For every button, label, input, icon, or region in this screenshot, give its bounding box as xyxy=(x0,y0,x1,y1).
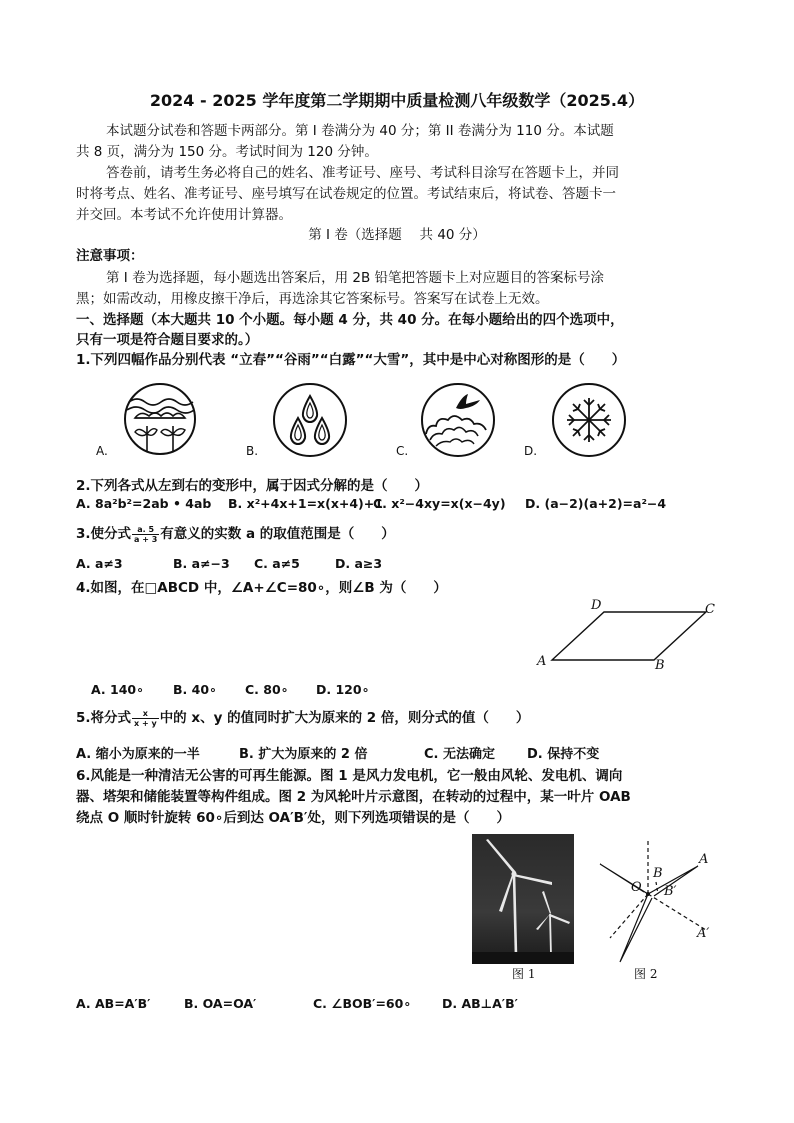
parallelogram-figure xyxy=(528,598,728,678)
fig2-point-a: A xyxy=(699,852,709,867)
q3-fraction-num: a. 5 xyxy=(132,525,159,535)
intro-line-4: 时将考点、姓名、准考证号、座号填写在试卷规定的位置。考试结束后，将试卷、答题卡一 xyxy=(76,186,616,202)
fig2-point-b-prime: B′ xyxy=(664,884,677,899)
fig1-caption: 图 1 xyxy=(512,967,536,981)
q3-stem xyxy=(76,522,395,544)
q5-stem-pre: 5.将分式 xyxy=(76,710,132,726)
q2-option-d: D. (a−2)(a+2)=a²−4 xyxy=(525,496,667,511)
q4-option-c: C. 80∘ xyxy=(245,682,289,697)
page-title: 2024 - 2025 学年度第二学期期中质量检测八年级数学（2025.4） xyxy=(149,91,645,110)
notice-line-2: 黑；如需改动，用橡皮擦干净后，再选涂其它答案标号。答案写在试卷上无效。 xyxy=(76,291,549,307)
q4-option-a: A. 140∘ xyxy=(91,682,144,697)
q1-label-d: D. xyxy=(524,444,538,458)
q3-option-a: A. a≠3 xyxy=(76,556,123,571)
q2-option-b: B. x²+4x+1=x(x+4)+1 xyxy=(228,496,383,511)
q5-fraction-den: x + y xyxy=(134,718,157,728)
q1-label-a: A. xyxy=(96,444,108,458)
q2-option-c: C. x²−4xy=x(x−4y) xyxy=(373,496,506,511)
bird-cloud-icon xyxy=(420,382,496,458)
sprout-icon xyxy=(123,382,197,456)
intro-line-3: 答卷前，请考生务必将自己的姓名、准考证号、座号、考试科目涂写在答题卡上，并同 xyxy=(106,165,619,181)
q5-fraction-num: x xyxy=(132,709,159,719)
q6-line-3: 绕点 O 顺时针旋转 60∘后到达 OA′B′处，则下列选项错误的是（ ） xyxy=(76,810,510,826)
q5-fraction xyxy=(132,709,159,728)
section-line-1: 一、选择题（本大题共 10 个小题。每小题 4 分，共 40 分。在每小题给出的四个选项中， xyxy=(76,312,624,328)
intro-line-1: 本试题分试卷和答题卡两部分。第 I 卷满分为 40 分；第 II 卷满分为 110 分。本试题 xyxy=(106,123,614,139)
q5-option-d: D. 保持不变 xyxy=(527,747,600,762)
q4-point-b: B xyxy=(655,658,665,673)
q6-option-b: B. OA=OA′ xyxy=(184,996,257,1011)
q3-stem-post: 有意义的实数 a 的取值范围是（ ） xyxy=(160,526,395,542)
part1-heading: 第 I 卷（选择题 共 40 分） xyxy=(308,227,486,243)
q4-point-d: D xyxy=(591,598,602,613)
q2-stem: 2.下列各式从左到右的变形中，属于因式分解的是（ ） xyxy=(76,478,429,494)
q5-stem xyxy=(76,706,529,728)
q3-stem-pre: 3.使分式 xyxy=(76,526,132,542)
q6-line-2: 器、塔架和储能装置等构件组成。图 2 为风轮叶片示意图，在转动的过程中，某一叶片 OAB xyxy=(76,789,631,805)
q4-point-a: A xyxy=(537,654,547,669)
section-line-2: 只有一项是符合题目要求的。） xyxy=(76,332,259,348)
q3-fraction-den: a + 3 xyxy=(134,534,158,544)
q2-option-a: A. 8a²b²=2ab • 4ab xyxy=(76,496,212,511)
q5-option-c: C. 无法确定 xyxy=(424,747,496,762)
q4-stem: 4.如图，在□ABCD 中，∠A+∠C=80∘，则∠B 为（ ） xyxy=(76,580,447,596)
q6-line-1: 6.风能是一种清洁无公害的可再生能源。图 1 是风力发电机，它一般由风轮、发电机、调向 xyxy=(76,768,623,784)
q3-option-b: B. a≠−3 xyxy=(173,556,230,571)
q4-option-d: D. 120∘ xyxy=(316,682,370,697)
fig2-point-b: B xyxy=(653,866,663,881)
q4-option-b: B. 40∘ xyxy=(173,682,217,697)
q1-stem: 1.下列四幅作品分别代表 “立春”“谷雨”“白露”“大雪”，其中是中心对称图形的是（ ） xyxy=(76,352,626,368)
snowflake-icon xyxy=(551,382,627,458)
wind-turbine-photo xyxy=(472,834,574,964)
q3-fraction xyxy=(132,525,159,544)
intro-line-5: 并交回。本考试不允许使用计算器。 xyxy=(76,207,292,223)
intro-line-2: 共 8 页，满分为 150 分。考试时间为 120 分钟。 xyxy=(76,144,378,160)
q4-point-c: C xyxy=(705,602,715,617)
q3-option-d: D. a≥3 xyxy=(335,556,383,571)
q6-option-a: A. AB=A′B′ xyxy=(76,996,151,1011)
notice-line-1: 第 I 卷为选择题，每小题选出答案后，用 2B 铅笔把答题卡上对应题目的答案标号涂 xyxy=(106,270,604,286)
q1-label-c: C. xyxy=(396,444,409,458)
q1-label-b: B. xyxy=(246,444,259,458)
q3-option-c: C. a≠5 xyxy=(254,556,300,571)
fig2-point-a-prime: A′ xyxy=(697,926,710,941)
raindrops-icon xyxy=(272,382,348,458)
q6-option-c: C. ∠BOB′=60∘ xyxy=(313,996,412,1011)
q5-stem-post: 中的 x、y 的值同时扩大为原来的 2 倍，则分式的值（ ） xyxy=(159,710,530,726)
fig2-point-o: O xyxy=(631,880,642,895)
q5-option-a: A. 缩小为原来的一半 xyxy=(76,747,200,762)
notice-label: 注意事项： xyxy=(76,248,144,264)
q6-option-d: D. AB⊥A′B′ xyxy=(442,996,518,1011)
fig2-caption: 图 2 xyxy=(634,967,658,981)
q5-option-b: B. 扩大为原来的 2 倍 xyxy=(239,747,368,762)
